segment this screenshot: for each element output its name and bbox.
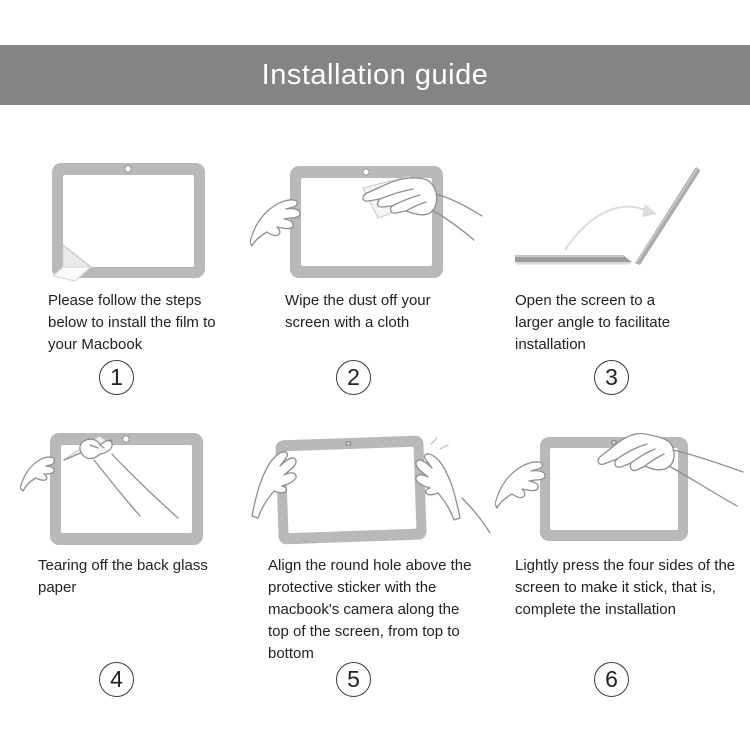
- step-3-number-badge: 3: [594, 360, 629, 395]
- step-3: [495, 150, 747, 395]
- align-film-at-corners-icon: [250, 420, 495, 555]
- step-6-number-badge: 6: [594, 662, 629, 697]
- step-4: [20, 420, 248, 697]
- step-5-number-badge: 5: [336, 662, 371, 697]
- step-2-caption: Wipe the dust off your screen with a cloth: [285, 292, 431, 331]
- header-band: [0, 45, 750, 105]
- film-peel-corner-icon: [30, 150, 250, 290]
- step-1-caption: Please follow the steps below to install the film to your Macbook: [48, 292, 216, 353]
- step-3-caption: Open the screen to a larger angle to facilitate installation: [515, 292, 671, 353]
- step-4-number-badge: 4: [99, 662, 134, 697]
- step-6: [495, 420, 748, 697]
- wipe-screen-with-cloth-icon: [250, 150, 490, 290]
- step-1-number-badge: 1: [99, 360, 134, 395]
- step-5: [250, 420, 495, 697]
- page-title: Installation guide: [261, 58, 489, 91]
- step-5-caption: Align the round hole above the protective sticker with the macbook's camera along the top of the screen, from top to bottom: [268, 557, 472, 662]
- laptop-opened-wide-icon: [495, 150, 747, 290]
- step-6-caption: Lightly press the four sides of the screen to make it stick, that is, complete the installation: [515, 557, 736, 618]
- step-2-number-badge: 2: [336, 360, 371, 395]
- step-2: [250, 150, 490, 395]
- step-4-caption: Tearing off the back glass paper: [38, 557, 208, 596]
- press-four-sides-icon: [495, 420, 748, 555]
- step-1: [30, 150, 250, 395]
- tear-off-back-paper-icon: [20, 420, 248, 555]
